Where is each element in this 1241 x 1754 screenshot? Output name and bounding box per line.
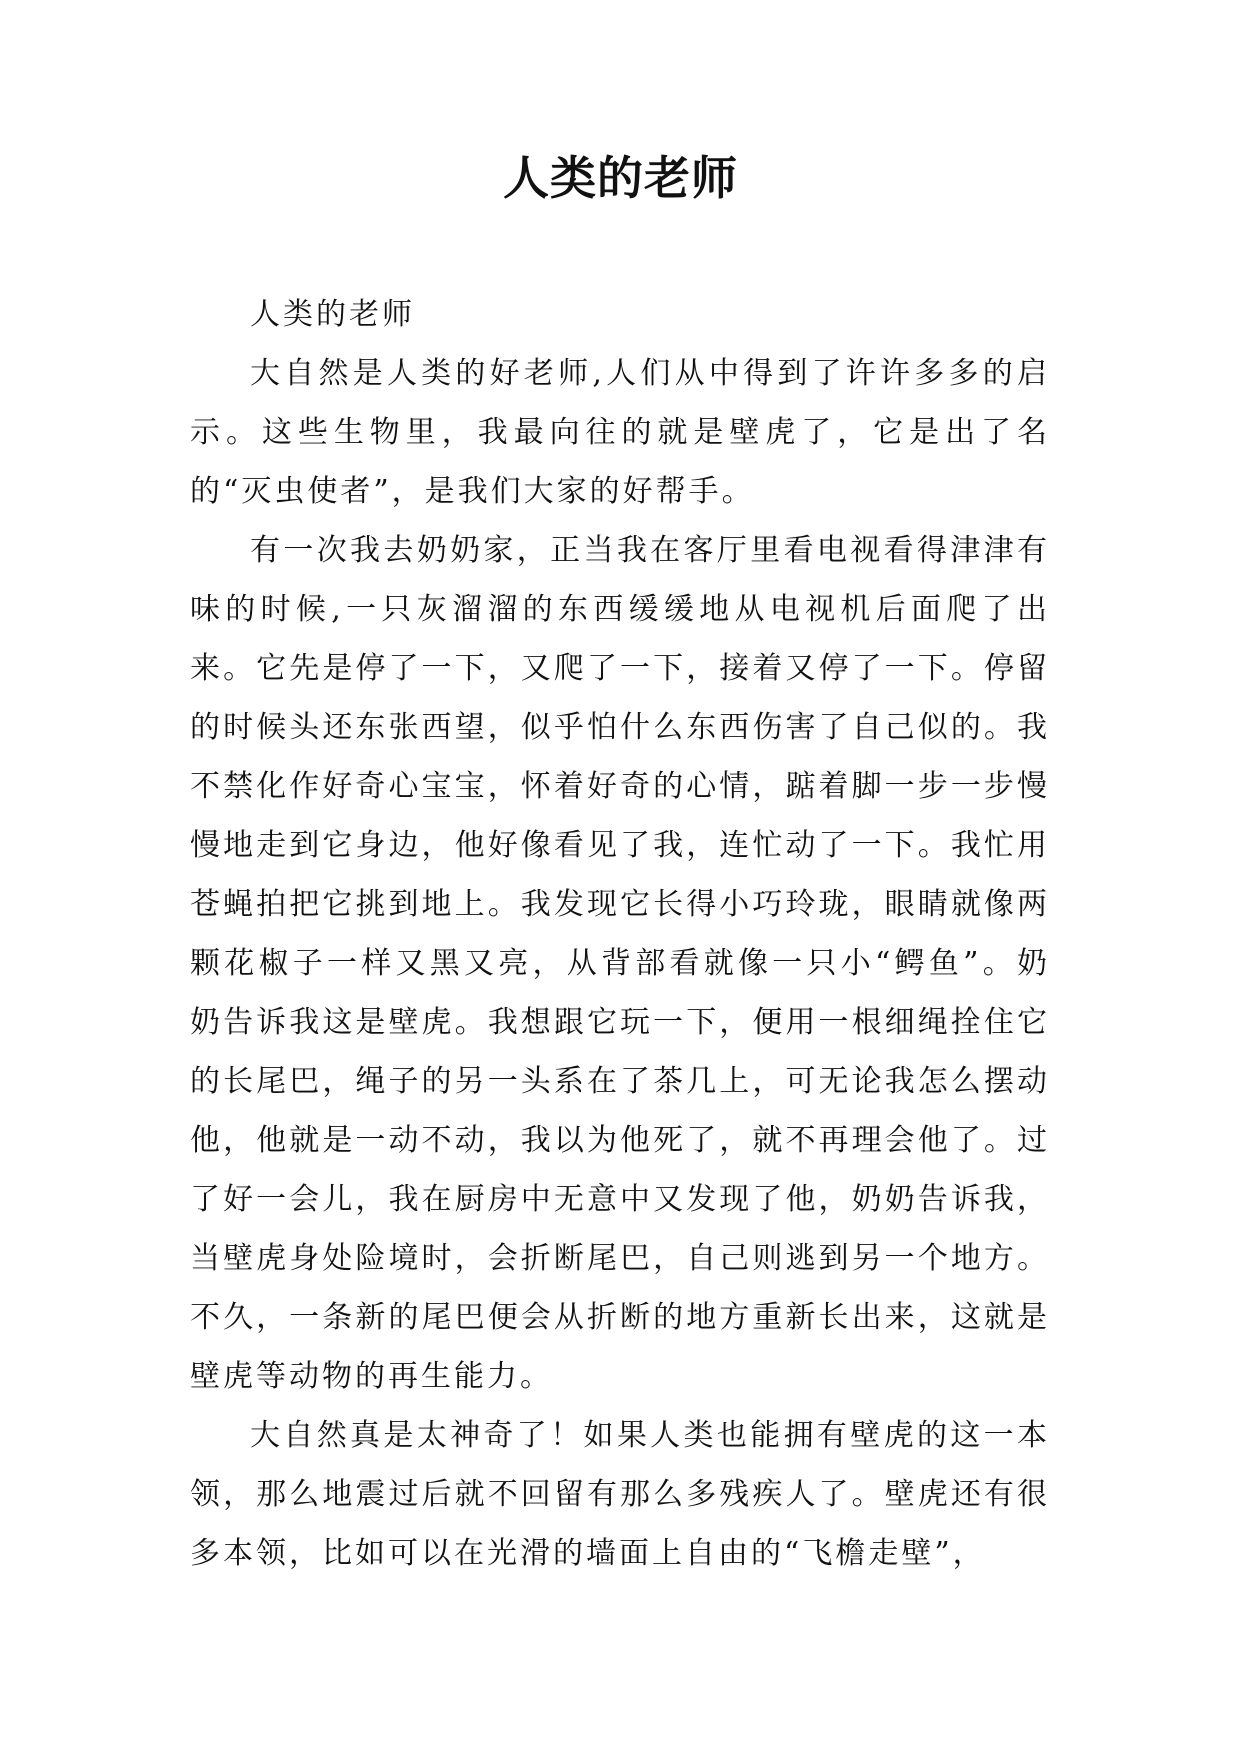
paragraph-conclusion: 大自然真是太神奇了！如果人类也能拥有壁虎的这一本领，那么地震过后就不回留有那么多残疾人了。壁虎还有很多本领，比如可以在光滑的墙面上自由的“飞檐走壁”， <box>190 1418 1050 1571</box>
paragraph-story: 有一次我去奶奶家，正当我在客厅里看电视看得津津有味的时候,一只灰溜溜的东西缓缓地从电视机后面爬了出来。它先是停了一下，又爬了一下，接着又停了一下。停留的时候头还东张西望，似乎怕什么东西伤害了自己似的。我不禁化作好奇心宝宝，怀着好奇的心情，踮着脚一步一步慢慢地走到它身边，他好像看见了我，连忙动了一下。我忙用苍蝇拍把它挑到地上。我发现它长得小巧玲珑，眼睛就像两颗花椒子一样又黑又亮，从背部看就像一只小“鳄鱼”。奶奶告诉我这是壁虎。我想跟它玩一下，便用一根细绳拴住它的长尾巴，绳子的另一头系在了茶几上，可无论我怎么摆动他，他就是一动不动，我以为他死了，就不再理会他了。过了好一会儿，我在厨房中无意中又发现了他，奶奶告诉我，当壁虎身处险境时，会折断尾巴，自己则逃到另一个地方。不久，一条新的尾巴便会从折断的地方重新长出来，这就是壁虎等动物的再生能力。 <box>190 533 1050 1394</box>
paragraph-intro: 大自然是人类的好老师,人们从中得到了许许多多的启示。这些生物里，我最向往的就是壁虎了，它是出了名的“灭虫使者”，是我们大家的好帮手。 <box>190 356 1050 509</box>
document-body <box>190 285 1050 1583</box>
paragraph-subtitle: 人类的老师 <box>250 297 415 332</box>
document-title: 人类的老师 <box>503 151 738 205</box>
